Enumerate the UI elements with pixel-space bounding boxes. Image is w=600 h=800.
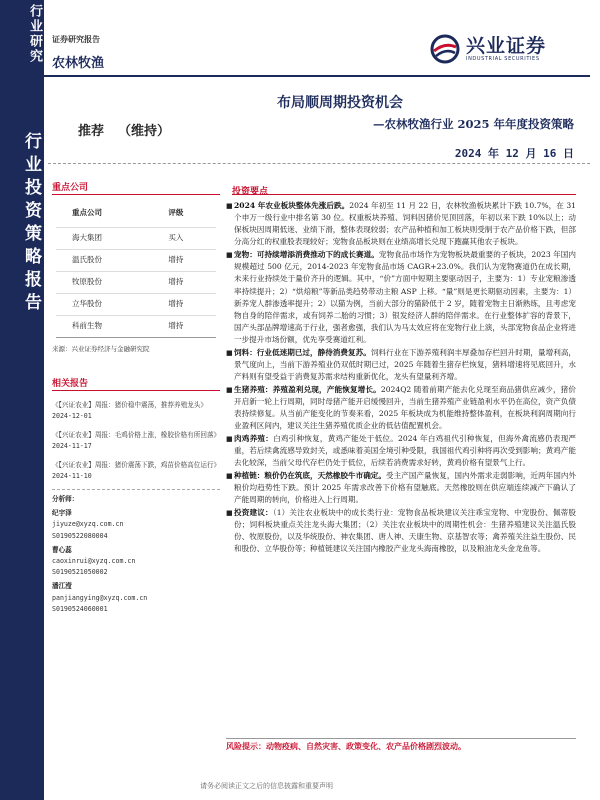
risk-warning: 风险提示：动物疫病、自然灾害、政策变化、农产品价格剧烈波动。: [226, 741, 466, 751]
point-text: 宠物食品市场作为宠物板块最重要的子板块，2023 年国内规模超过 500 亿元，2014-2023 年宠物食品市场 CAGR+23.0%。我们认为宠物赛道仍在成长期，未来行业持续处于量价齐升的逻辑。其中，“价”方面中短期主要驱动因子，主要为：1）专业宠粮渗透率持续提升；2）“烘焙粮”等新品类趋势带动主粮 ASP 上移。“量”则是更长期驱动因素，主要为：1）新养宠人群渗透率提升；2）以猫为例，当前大部分的猫龄低于 2 岁，随着宠物主日渐熟练，且考虑宠物自身的陪伴需求，或有饲养二胎的习惯；3）银发经济人群的陪伴需求。在行业整体扩容的背景下，国产头部品牌增速高于行业，强者愈强，我们认为马太效应将在宠物行业上演，头部宠物食品企业将进一步提升市场份额，优先享受赛道红利。: [234, 250, 576, 345]
bullet-icon: ■: [226, 202, 233, 210]
point-lead: 种植链：粮价仍在筑底，天然橡胶牛市确定。: [234, 470, 387, 480]
industry-label: 农林牧渔: [52, 56, 105, 71]
report-date: 2024 年 12 月 16 日: [454, 147, 574, 160]
investment-points-heading: 投资要点: [232, 187, 269, 197]
table-row: [56, 316, 216, 338]
date-divider: [48, 163, 590, 164]
company-cell: 温氏股份: [56, 250, 130, 272]
company-cell: 牧原股份: [56, 272, 130, 294]
analyst-email[interactable]: panjiangying@xyzq.com.cn: [52, 593, 148, 602]
company-logo: [430, 34, 546, 64]
point-lead: 宠物：可持续增添消费推动下的成长赛道。: [234, 250, 379, 260]
analyst-name: 曹心蕊: [52, 545, 72, 554]
rating-cell: 增持: [130, 272, 216, 294]
company-cell: 科前生物: [56, 316, 130, 338]
report-title: 布局顺周期投资机会: [277, 95, 403, 111]
key-companies-table: [56, 204, 216, 338]
rating-value: 推荐: [78, 124, 105, 139]
rating-cell: 买入: [130, 228, 216, 250]
rating-change: （维持）: [118, 124, 171, 139]
disclaimer-footer: 请务必阅读正文之后的信息披露和重要声明: [200, 782, 333, 790]
investment-point: [226, 347, 576, 383]
bullet-icon: ■: [226, 471, 233, 480]
investment-point: [226, 470, 576, 506]
analysts-heading: 分析师：: [52, 495, 79, 503]
company-cell: 海大集团: [56, 228, 130, 250]
point-lead: 肉鸡养殖：: [234, 433, 274, 443]
bullet-icon: ■: [226, 385, 233, 394]
bullet-icon: ■: [226, 434, 233, 443]
company-cell: 立华股份: [56, 294, 130, 316]
point-text: 2024 年初至 11 月 22 日，农林牧渔板块累计下跌 10.7%，在 31 个申万一级行业中排名第 30 位。权重板块养殖、饲料因猪价见顶回落，年初以来下跌 10%以上；动保板块因周期低迷、业绩下滑，整体表现较弱；农产品种植和加工板块则受制于农产品价格下跌，但部分高分红的权重股表现较好；宠物食品板块则在业绩高增长兑现下跑赢其他农子板块。: [234, 201, 576, 247]
report-type-label: 证券研究报告: [52, 34, 100, 44]
key-companies-heading: 重点公司: [52, 183, 89, 193]
bullet-icon: ■: [226, 348, 233, 357]
investment-point: [226, 200, 576, 249]
point-text: 2024Q2 随着前期产能去化兑现至商品猪供应减少，猪价开启新一轮上行周期，同时母猪产能开启缓慢回升，当前生猪养殖产业链盈利水平仍在高位，资产负债表持续修复。从当前产能变化的节奏来看，2025 年板块成为机能维持整体盈利，在板块利润周期向行业盈利区间内，建议关注生猪养殖优质企业的低估值配置机会。: [234, 384, 577, 431]
logo-mark-icon: [430, 34, 460, 64]
table-row: [56, 228, 216, 250]
investment-point: [226, 249, 576, 346]
analyst-email[interactable]: caoxinrui@xyzq.com.cn: [52, 557, 136, 566]
related-reports-rule: [52, 390, 220, 391]
analyst-email[interactable]: jiyuze@xyzq.com.cn: [52, 520, 124, 529]
point-text: 白鸡引种恢复，黄鸡产能处于低位。2024 年白鸡祖代引种恢复，但海外禽流感仍表现严重，若后续禽流感导致封关，或悉味着美国全境引种受限，我国祖代鸡引种将再次受到影响；黄鸡产能去化较深，当前父母代存栏仍处于低位，后续若消费需求好转，黄鸡价格有望景气上行。: [234, 433, 576, 468]
point-text: 受主产国产量恢复，国内外需求走弱影响，近两年国内外粮价均趋势性下跌。预计 2025 年需求改善下价格有望触底。天然橡胶则在供应端连续减产下确认了产能周期的转向，价格进入上行周期。: [234, 470, 577, 505]
investment-point: [226, 433, 576, 469]
logo-chinese-name: 兴业证券: [466, 35, 547, 57]
rating-cell: 增持: [130, 294, 216, 316]
risk-divider: [226, 738, 576, 739]
analyst-license: S0190524060001: [52, 604, 108, 613]
related-report-link[interactable]: 《【兴证农业】周报：猪价稳中震荡，推荐养殖龙头》2024-12-01: [52, 401, 207, 420]
point-lead: 生猪养殖：养殖盈利兑现，产能恢复增长。: [234, 384, 381, 394]
table-header-company: 重点公司: [72, 208, 102, 217]
table-header-row: [56, 204, 216, 228]
analysts-divider: [52, 489, 220, 490]
report-subtitle: —农林牧渔行业 2025 年年度投资策略: [372, 117, 574, 131]
point-text: 饲料行业在下游养殖利润丰厚叠加存栏回升时期，量增利高，景气度向上，当前下游养殖业仍双低时期已过，2025 年随着生猪存栏恢复，猪料增速将见底回升，水产料则有望受益于消费复苏需求结构重新优化，龙头有望量利齐增。: [234, 347, 577, 382]
rating-cell: 增持: [130, 250, 216, 272]
bullet-icon: ■: [226, 508, 233, 517]
table-row: [56, 250, 216, 272]
point-lead: 饲料：行业低迷期已过，静待消费复苏。: [234, 347, 371, 357]
point-text: （1）关注农业板块中的成长类行业：宠物食品板块建议关注乖宝宠物、中宠股份、佩蒂股份；饲料板块重点关注龙头海大集团；（2）关注农业板块中的周期性机会：生猪养殖建议关注温氏股份、牧原股份，以及华统股份、神农集团、唐人神、天康生物、京基智农等；禽养殖关注益生股份、民和股份、立华股份等；种植链建议关注国内橡胶产业龙头海南橡胶，以及粮油龙头金龙鱼等。: [234, 507, 576, 554]
related-report-link[interactable]: 《【兴证农业】周报：猪价震荡下跌，鸡苗价格高位运行》2024-11-10: [52, 461, 221, 480]
table-row: [56, 272, 216, 294]
rating-cell: 增持: [130, 316, 216, 338]
header-rule: [44, 75, 590, 77]
investment-point: [226, 507, 576, 556]
sidebar-top-label: 行业研究: [27, 4, 42, 64]
analyst-name: 潘江滢: [52, 582, 72, 591]
related-report-link[interactable]: 《【兴证农业】周报：毛鸡价格上涨，橡胶价格有所回落》2024-11-17: [52, 431, 221, 450]
rating-block: [78, 120, 184, 139]
sidebar-band: [0, 0, 44, 800]
related-reports-list: [52, 400, 222, 490]
sidebar-report-type: 行业投资策略报告: [21, 132, 41, 316]
investment-points-rule: [232, 194, 576, 195]
analysts-block: [52, 494, 222, 615]
table-source: 来源：兴业证券经济与金融研究院: [52, 345, 150, 353]
point-lead: 2024 年农业板块整体先涨后跌。: [234, 201, 350, 210]
table-row: [56, 294, 216, 316]
investment-points: [226, 200, 576, 556]
table-header-rating: 评级: [168, 208, 184, 217]
related-reports-heading: 相关报告: [52, 379, 89, 389]
logo-english-name: INDUSTRIAL SECURITIES: [466, 56, 540, 62]
point-lead: 投资建议：: [234, 507, 273, 517]
bullet-icon: ■: [226, 251, 233, 260]
analyst-license: S0190521050002: [52, 568, 108, 577]
key-companies-rule: [52, 194, 220, 195]
investment-point: [226, 384, 576, 433]
analyst-license: S0190522080004: [52, 531, 108, 540]
analyst-name: 纪宇泽: [52, 509, 72, 518]
